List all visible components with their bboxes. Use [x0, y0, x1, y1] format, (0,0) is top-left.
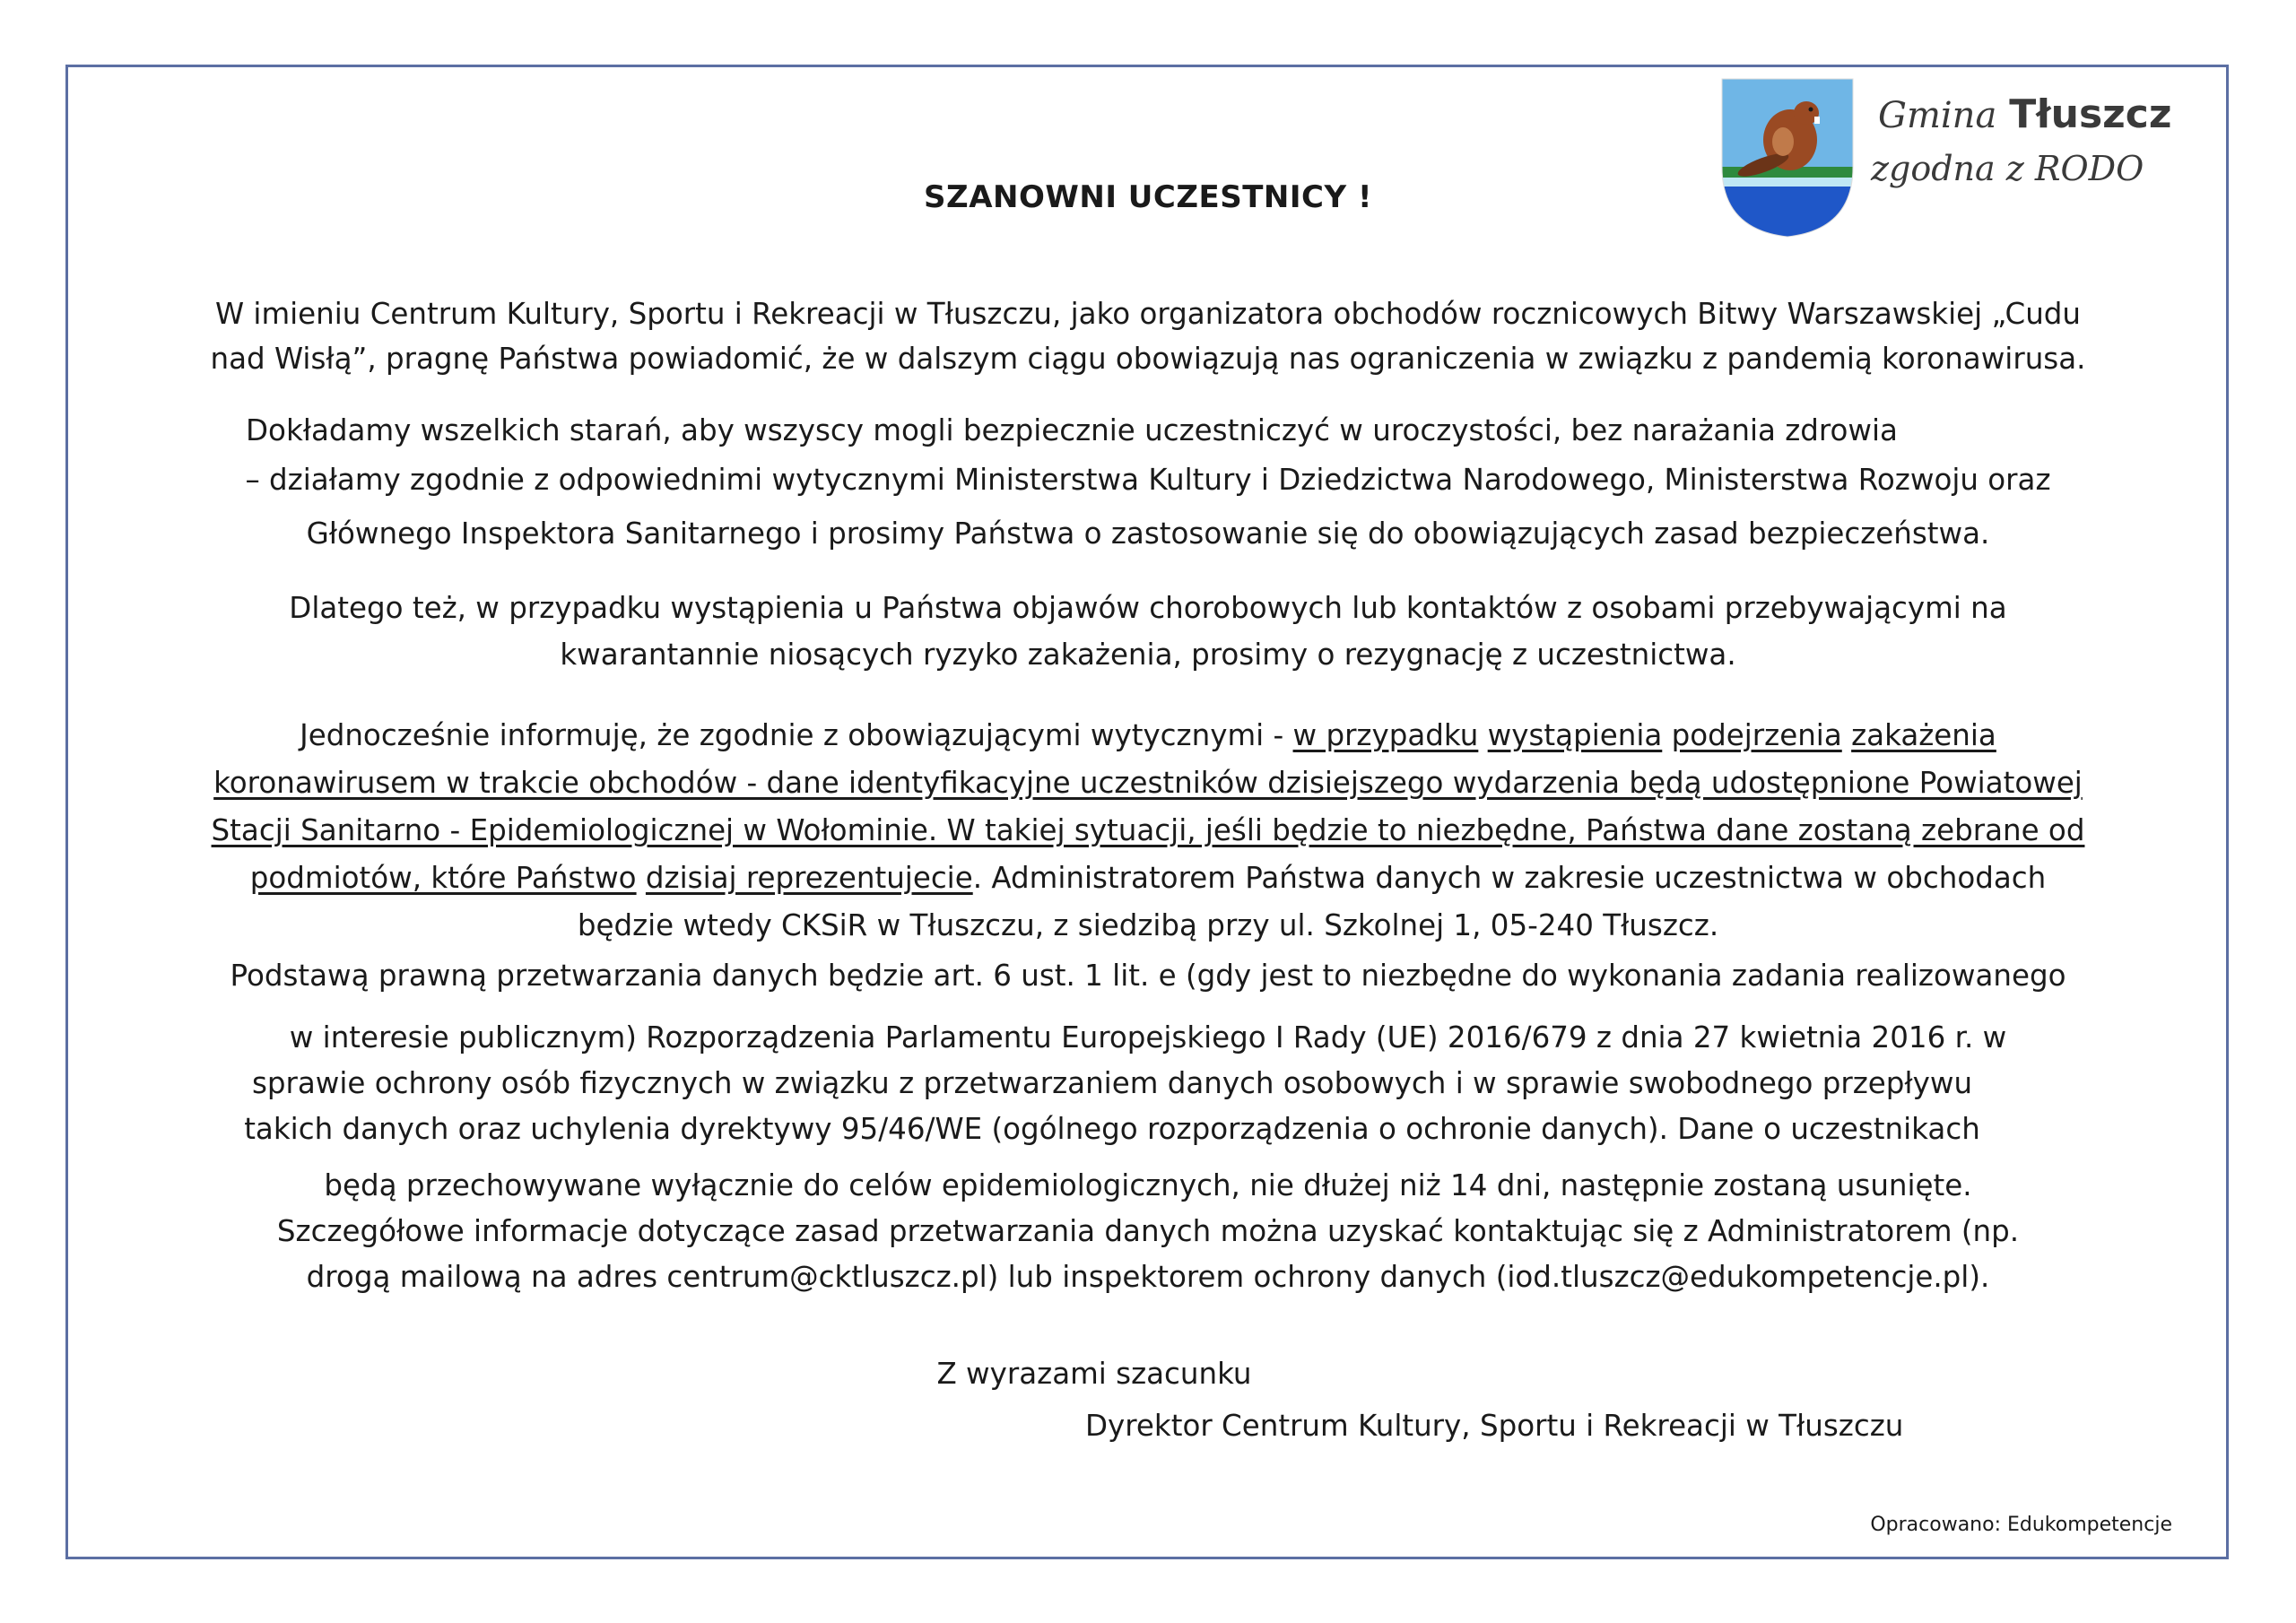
- document-title: SZANOWNI UCZESTNICY !: [924, 179, 1372, 215]
- logo-word-gmina: Gmina: [1878, 95, 1997, 136]
- p3-line-2: kwarantannie niosących ryzyko zakażenia, prosimy o rezygnację z uczestnictwa.: [560, 638, 1736, 672]
- signer-title: Dyrektor Centrum Kultury, Sportu i Rekreacji w Tłuszczu: [1085, 1409, 1904, 1443]
- p4-line-1-underlined-2: wystąpienia: [1487, 718, 1663, 752]
- logo-word-tluszcz: Tłuszcz: [2009, 91, 2172, 137]
- p4-line-2-underlined: koronawirusem w trakcie obchodów - dane identyfikacyjne uczestników dzisiejszego wydarzenia będą udostępnione Powiatowej: [213, 766, 2083, 800]
- p4-line-4: [0, 860, 2296, 896]
- p4-line-5: będzie wtedy CKSiR w Tłuszczu, z siedzibą przy ul. Szkolnej 1, 05-240 Tłuszcz.: [577, 908, 1719, 942]
- p4-line-1-underlined-4: zakażenia: [1851, 718, 1996, 752]
- logo-title: [1878, 91, 2171, 137]
- logo-subtitle: zgodna z RODO: [1871, 149, 2144, 188]
- closing-phrase: Z wyrazami szacunku: [936, 1357, 1252, 1391]
- p4-line-1-underlined-1: w przypadku: [1292, 718, 1479, 752]
- p2-line-3: Głównego Inspektora Sanitarnego i prosimy Państwa o zastosowanie się do obowiązujących zasad bezpieczeństwa.: [306, 516, 1990, 551]
- p4-line-2: [0, 765, 2296, 801]
- p5-line-1: Podstawą prawną przetwarzania danych będzie art. 6 ust. 1 lit. e (gdy jest to niezbędne do wykonania zadania realizowanego: [230, 959, 2066, 993]
- p4-line-4-underlined-1: podmiotów, które Państwo: [249, 861, 637, 895]
- p5-line-7: drogą mailową na adres centrum@cktluszcz.pl) lub inspektorem ochrony danych (iod.tluszcz@edukompetencje.pl).: [306, 1260, 1990, 1294]
- p5-line-5: będą przechowywane wyłącznie do celów epidemiologicznych, nie dłużej niż 14 dni, następnie zostaną usunięte.: [324, 1168, 1972, 1202]
- p4-line-1-plain: Jednocześnie informuję, że zgodnie z obowiązującymi wytycznymi -: [300, 718, 1293, 752]
- p4-line-4-plain: . Administratorem Państwa danych w zakresie uczestnictwa w obchodach: [972, 861, 2047, 895]
- p4-line-1-underlined-3: podejrzenia: [1671, 718, 1842, 752]
- p4-line-3-underlined: Stacji Sanitarno - Epidemiologicznej w Wołominie. W takiej sytuacji, jeśli będzie to niezbędne, Państwa dane zostaną zebrane od: [211, 813, 2085, 847]
- p2-line-2: – działamy zgodnie z odpowiednimi wytycznymi Ministerstwa Kultury i Dziedzictwa Narodowego, Ministerstwa Rozwoju oraz: [245, 463, 2051, 497]
- p1-line-1: W imieniu Centrum Kultury, Sportu i Rekreacji w Tłuszczu, jako organizatora obchodów rocznicowych Bitwy Warszawskiej „Cudu: [214, 297, 2082, 331]
- p4-line-1: [0, 717, 2296, 753]
- p5-line-3: sprawie ochrony osób fizycznych w związku z przetwarzaniem danych osobowych i w sprawie swobodnego przepływu: [251, 1066, 1973, 1100]
- p3-line-1: Dlatego też, w przypadku wystąpienia u Państwa objawów chorobowych lub kontaktów z osobami przebywającymi na: [289, 591, 2007, 625]
- p1-line-2: nad Wisłą”, pragnę Państwa powiadomić, że w dalszym ciągu obowiązują nas ograniczenia w związku z pandemią koronawirusa.: [210, 342, 2086, 376]
- p2-line-1: Dokładamy wszelkich starań, aby wszyscy mogli bezpiecznie uczestniczyć w uroczystości, bez narażania zdrowia: [246, 413, 1898, 447]
- p5-line-4: takich danych oraz uchylenia dyrektywy 95/46/WE (ogólnego rozporządzenia o ochronie danych). Dane o uczestnikach: [244, 1112, 1980, 1146]
- p5-line-2: w interesie publicznym) Rozporządzenia Parlamentu Europejskiego I Rady (UE) 2016/679 z dnia 27 kwietnia 2016 r. w: [289, 1020, 2007, 1055]
- credit-note: Opracowano: Edukompetencje: [1870, 1514, 2172, 1536]
- p4-line-4-underlined-2: dzisiaj reprezentujecie: [645, 861, 973, 895]
- p4-line-3: [0, 812, 2296, 848]
- p5-line-6: Szczegółowe informacje dotyczące zasad przetwarzania danych można uzyskać kontaktując się z Administratorem (np.: [276, 1214, 2020, 1248]
- municipality-logo: [1720, 77, 2205, 243]
